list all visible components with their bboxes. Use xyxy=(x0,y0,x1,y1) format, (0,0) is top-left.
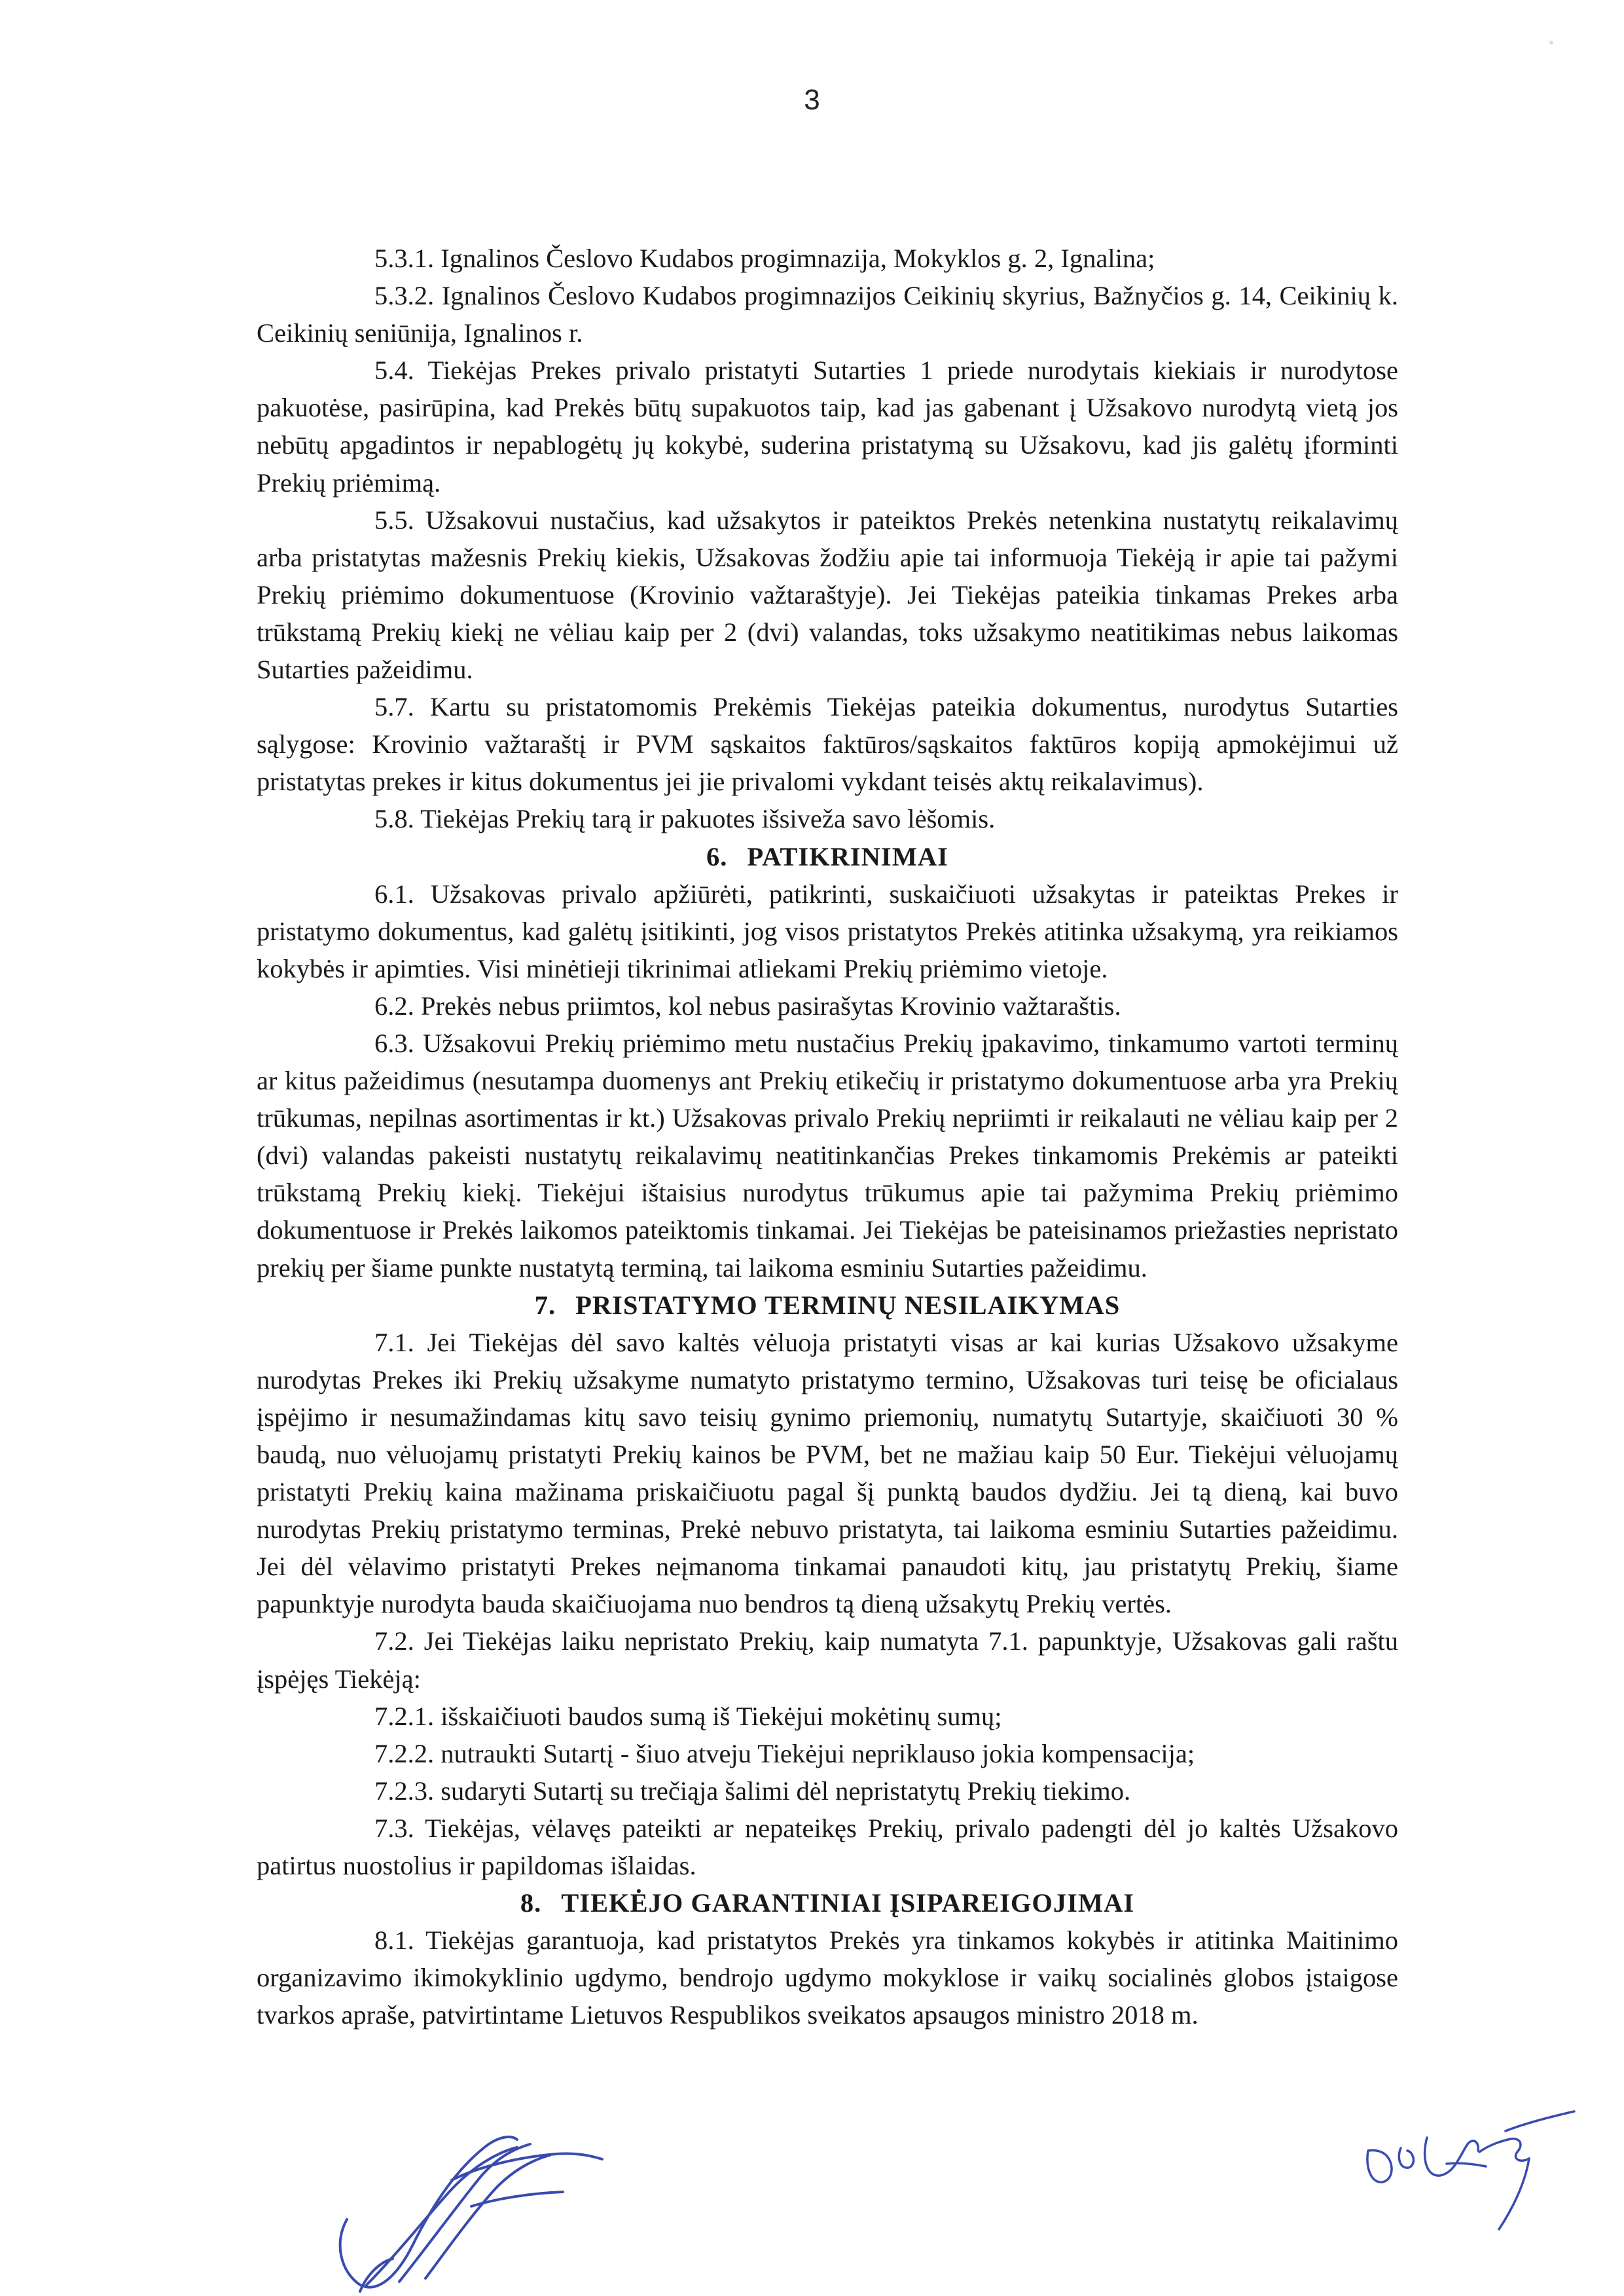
document-body xyxy=(257,240,1398,2034)
paragraph-5-3-1: 5.3.1. Ignalinos Česlovo Kudabos progimnazija, Mokyklos g. 2, Ignalina; xyxy=(374,244,1155,273)
scan-speck xyxy=(1549,41,1553,45)
paragraph-7-2-2: 7.2.2. nutraukti Sutartį - šiuo atveju Tiekėjui nepriklauso jokia kompensacija; xyxy=(374,1738,1195,1768)
paragraph-7-2-3: 7.2.3. sudaryti Sutartį su trečiąja šalimi dėl nepristatytų Prekių tiekimo. xyxy=(374,1776,1131,1806)
section-number: 8. xyxy=(520,1888,542,1918)
paragraph-5-5: 5.5. Užsakovui nustačius, kad užsakytos ir pateiktos Prekės netenkina nustatytų reikalavimų arba pristatytas mažesnis Prekių kiekis, Užsakovas žodžiu apie tai informuoja Tiekėją ir apie tai pažymi Prekių priėmimo dokumentuose (Krovinio važtaraštyje). Jei Tiekėjas pateikia tinkamas Prekes arba trūkstamą Prekių kiekį ne vėliau kaip per 2 (dvi) valandas, toks užsakymo neatitikimas nebus laikomas Sutarties pažeidimu. xyxy=(257,505,1398,685)
paragraph-6-1: 6.1. Užsakovas privalo apžiūrėti, patikrinti, suskaičiuoti užsakytas ir pateiktas Prekes ir pristatymo dokumentus, kad galėtų įsitikinti, jog visos pristatytos Prekės atitinka užsakymą, yra reikiamos kokybės ir apimties. Visi minėtieji tikrinimai atliekami Prekių priėmimo vietoje. xyxy=(257,879,1398,983)
paragraph-5-8: 5.8. Tiekėjas Prekių tarą ir pakuotes išsiveža savo lėšomis. xyxy=(374,804,996,834)
paragraph-7-1: 7.1. Jei Tiekėjas dėl savo kaltės vėluoja pristatyti visas ar kai kurias Užsakovo užsakyme nurodytas Prekes iki Prekių užsakyme numatyto pristatymo termino, Užsakovas turi teisę be oficialaus įspėjimo ir nesumažindamas kitų savo teisių gynimo priemonių, numatytų Sutartyje, skaičiuoti 30 % baudą, nuo vėluojamų pristatyti Prekių kainos be PVM, bet ne mažiau kaip 50 Eur. Tiekėjui vėluojamų pristatyti Prekių kaina mažinama priskaičiuotu pagal šį punktą baudos dydžiu. Jei tą dieną, kai buvo nurodytas Prekių pristatymo terminas, Prekė nebuvo pristatyta, tai laikoma esminiu Sutarties pažeidimu. Jei dėl vėlavimo pristatyti Prekes neįmanoma tinkamai panaudoti kitų, jau pristatytų Prekių, šiame papunktyje nurodyta bauda skaičiuojama nuo bendros tą dieną užsakytų Prekių vertės. xyxy=(257,1327,1398,1619)
page-number: 3 xyxy=(804,84,820,116)
paragraph-7-2-1: 7.2.1. išskaičiuoti baudos sumą iš Tiekėjui mokėtinų sumų; xyxy=(374,1701,1002,1731)
section-heading-6 xyxy=(257,838,1398,875)
section-title: PATIKRINIMAI xyxy=(747,841,948,871)
paragraph-5-7: 5.7. Kartu su pristatomomis Prekėmis Tiekėjas pateikia dokumentus, nurodytus Sutarties sąlygose: Krovinio važtaraštį ir PVM sąskaitos faktūros/sąskaitos faktūros kopiją apmokėjimui už pristatytas prekes ir kitus dokumentus jei jie privalomi vykdant teisės aktų reikalavimus). xyxy=(257,692,1398,797)
section-heading-7 xyxy=(257,1286,1398,1324)
paragraph-7-2: 7.2. Jei Tiekėjas laiku nepristato Prekių, kaip numatyta 7.1. papunktyje, Užsakovas gali raštu įspėjęs Tiekėją: xyxy=(257,1626,1398,1694)
section-title: PRISTATYMO TERMINŲ NESILAIKYMAS xyxy=(575,1290,1121,1320)
signature-right-strokes xyxy=(1367,2111,1574,2229)
signature-right xyxy=(1348,2105,1584,2242)
paragraph-5-3-2: 5.3.2. Ignalinos Česlovo Kudabos progimnazijos Ceikinių skyrius, Bažnyčios g. 14, Ceikinių k. Ceikinių seniūnija, Ignalinos r. xyxy=(257,281,1398,348)
paragraph-5-4: 5.4. Tiekėjas Prekes privalo pristatyti Sutarties 1 priede nurodytais kiekiais ir nurodytose pakuotėse, pasirūpina, kad Prekės būtų supakuotos taip, kad jas gabenant į Užsakovo nurodytą vietą jos nebūtų apgadintos ir nepablogėtų jų kokybė, suderina pristatymą su Užsakovu, kad jis galėtų įforminti Prekių priėmimą. xyxy=(257,355,1398,498)
section-number: 7. xyxy=(534,1290,556,1320)
paragraph-8-1: 8.1. Tiekėjas garantuoja, kad pristatytos Prekės yra tinkamos kokybės ir atitinka Maitinimo organizavimo ikimokyklinio ugdymo, bendrojo ugdymo mokyklose ir vaikų socialinės globos įstaigose tvarkos apraše, patvirtintame Lietuvos Respublikos sveikatos apsaugos ministro 2018 m. xyxy=(257,1925,1398,2030)
signature-left-strokes xyxy=(340,2137,602,2291)
section-heading-8 xyxy=(257,1884,1398,1922)
paragraph-7-3: 7.3. Tiekėjas, vėlavęs pateikti ar nepateikęs Prekių, privalo padengti dėl jo kaltės Užsakovo patirtus nuostolius ir papildomas išlaidas. xyxy=(257,1813,1398,1881)
section-number: 6. xyxy=(706,841,728,871)
section-title: TIEKĖJO GARANTINIAI ĮSIPAREIGOJIMAI xyxy=(561,1888,1135,1918)
paragraph-6-2: 6.2. Prekės nebus priimtos, kol nebus pasirašytas Krovinio važtaraštis. xyxy=(374,991,1121,1021)
paragraph-6-3: 6.3. Užsakovui Prekių priėmimo metu nustačius Prekių įpakavimo, tinkamumo vartoti terminų ar kitus pažeidimus (nesutampa duomenys ant Prekių etikečių ir pristatymo dokumentuose arba yra Prekių trūkumas, nepilnas asortimentas ir kt.) Užsakovas privalo Prekių nepriimti ir reikalauti ne vėliau kaip per 2 (dvi) valandas pakeisti nustatytų reikalavimų neatitinkančias Prekes tinkamomis Prekėmis ar pateikti trūkstamą Prekių kiekį. Tiekėjui ištaisius nurodytus trūkumus apie tai pažymima Prekių priėmimo dokumentuose ir Prekės laikomos pateiktomis tinkamai. Jei Tiekėjas be pateisinamos priežasties nepristato prekių per šiame punkte nustatytą terminą, tai laikoma esminiu Sutarties pažeidimu. xyxy=(257,1028,1398,1283)
signature-left xyxy=(321,2128,622,2296)
